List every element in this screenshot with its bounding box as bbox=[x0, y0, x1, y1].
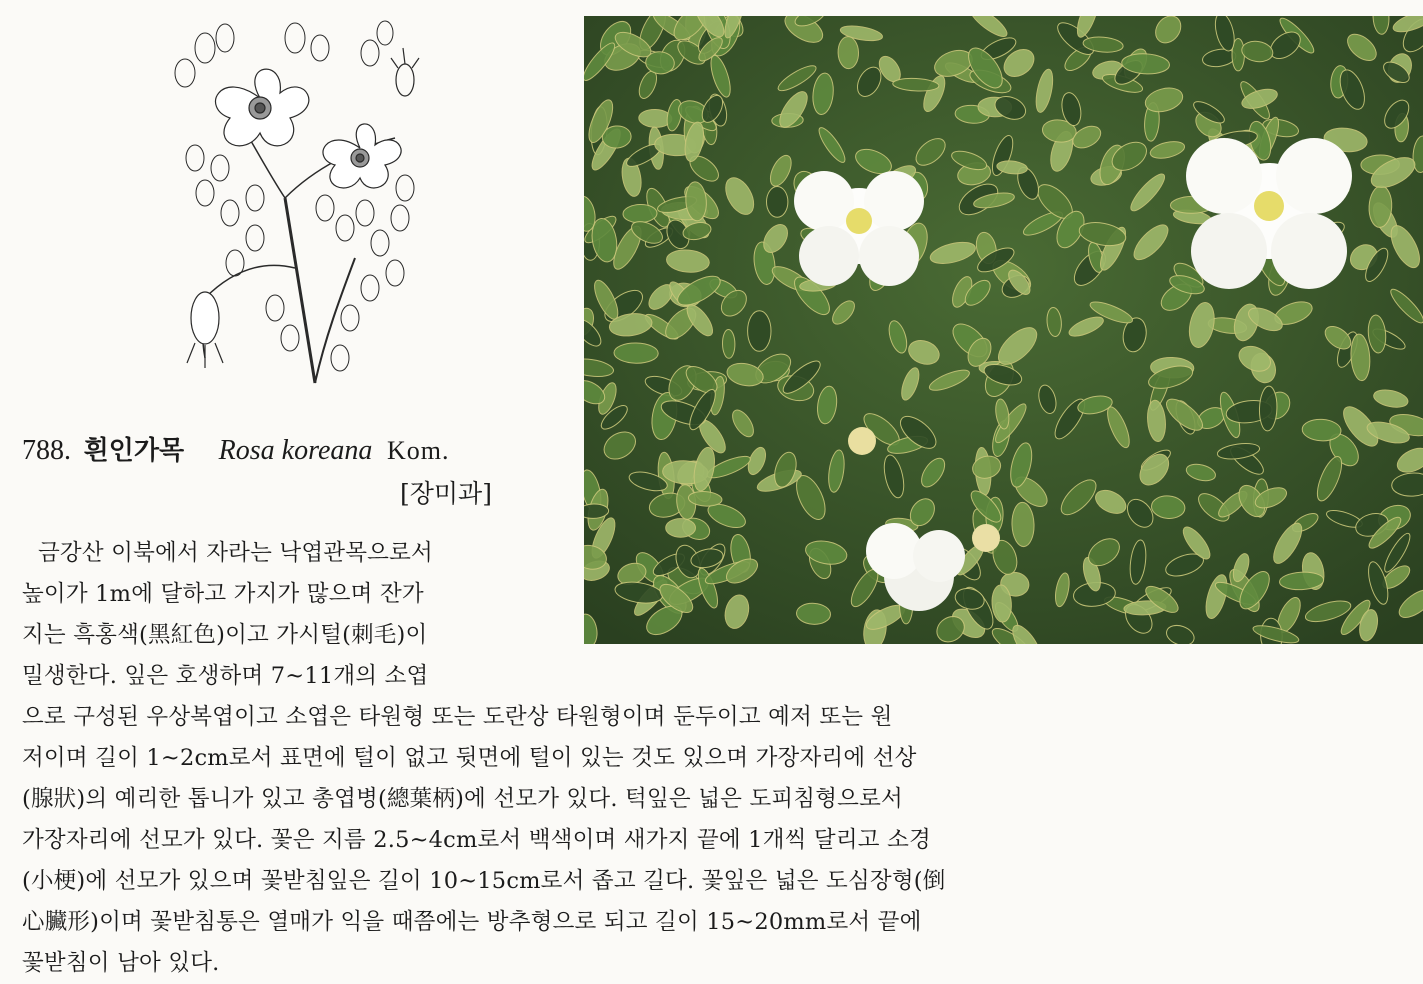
botanical-illustration bbox=[165, 18, 445, 388]
scientific-name: Rosa koreana bbox=[218, 435, 373, 466]
author-abbreviation: Kom. bbox=[386, 436, 450, 465]
description-line: 가장자리에 선모가 있다. 꽃은 지름 2.5~4cm로서 백색이며 새가지 끝에 1개씩 달리고 소경 bbox=[22, 827, 931, 853]
family-name: [장미과] bbox=[400, 479, 492, 508]
korean-name: 흰인가목 bbox=[83, 436, 185, 466]
leaflet bbox=[767, 187, 788, 218]
entry-title bbox=[22, 433, 449, 469]
description-line: 꽃받침이 남아 있다. bbox=[22, 950, 220, 976]
description-line: (腺狀)의 예리한 톱니가 있고 총엽병(總葉柄)에 선모가 있다. 턱잎은 넓은 도피침형으로서 bbox=[22, 786, 903, 812]
faded-flower bbox=[848, 427, 876, 455]
description-line: 밀생한다. 잎은 호생하며 7~11개의 소엽 bbox=[22, 663, 429, 689]
description-line: 높이가 1m에 달하고 가지가 많으며 잔가 bbox=[22, 581, 424, 607]
leaflet bbox=[748, 311, 771, 352]
description-line: 心臟形)이며 꽃받침통은 열매가 익을 때쯤에는 방추형으로 되고 길이 15~20mm로서 끝에 bbox=[22, 909, 922, 935]
description-line: 저이며 길이 1~2cm로서 표면에 털이 없고 뒷면에 털이 있는 것도 있으며 가장자리에 선상 bbox=[22, 745, 917, 771]
description-line: 금강산 이북에서 자라는 낙엽관목으로서 bbox=[38, 540, 433, 566]
description-line: 으로 구성된 우상복엽이고 소엽은 타원형 또는 도란상 타원형이며 둔두이고 예저 또는 원 bbox=[22, 704, 893, 730]
description-line: (小梗)에 선모가 있으며 꽃받침잎은 길이 10~15cm로서 좁고 길다. 꽃잎은 넓은 도심장형(倒 bbox=[22, 868, 946, 894]
faded-flower bbox=[972, 524, 1000, 552]
description bbox=[22, 533, 945, 984]
description-line: 지는 흑홍색(黑紅色)이고 가시털(刺毛)이 bbox=[22, 622, 428, 648]
leaflet bbox=[614, 343, 659, 364]
entry-number: 788. bbox=[22, 435, 71, 466]
leaflet bbox=[722, 329, 735, 358]
